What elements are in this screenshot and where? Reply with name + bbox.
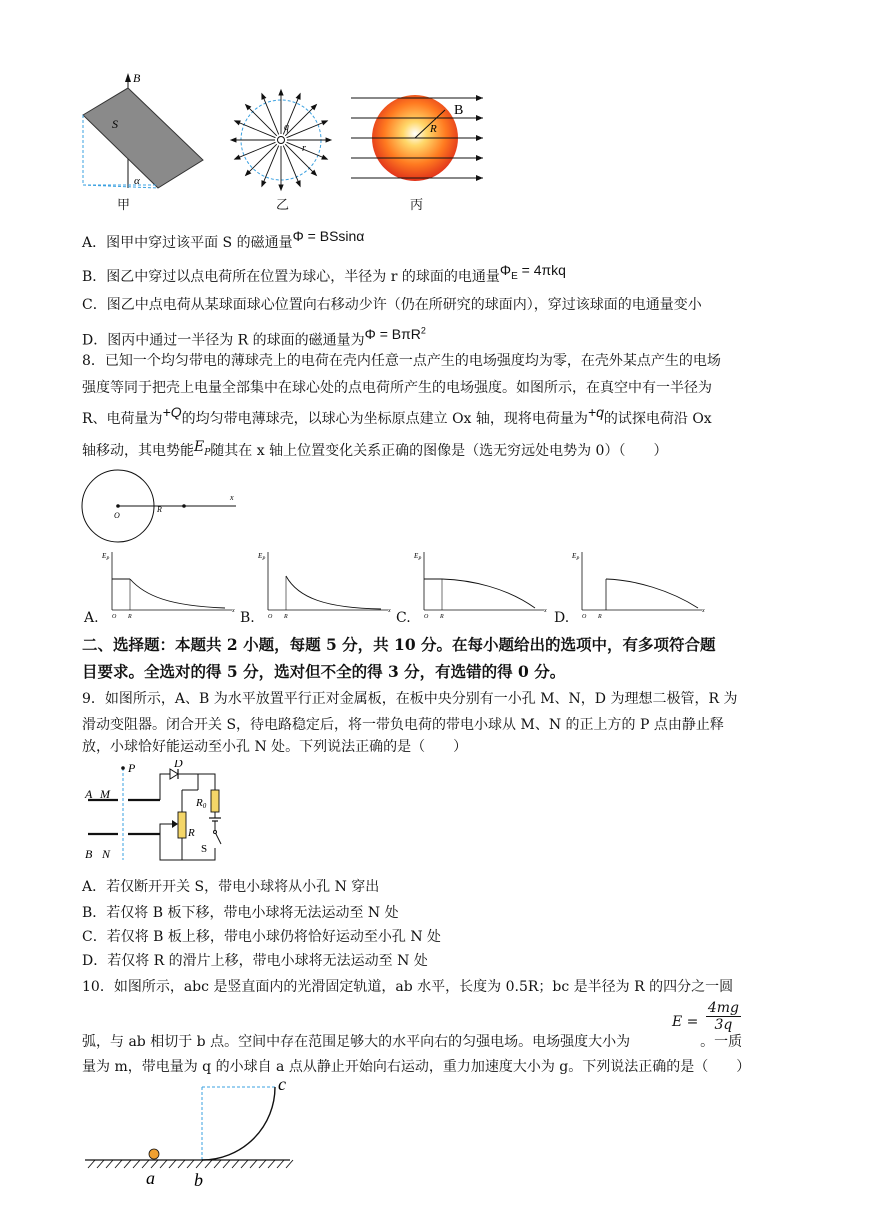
svg-text:R: R: [284, 614, 288, 620]
svg-text:M: M: [100, 787, 110, 801]
svg-text:R0: R0: [196, 797, 207, 810]
q9-line-2: 滑动变阻器。闭合开关 S，待电路稳定后，将一带负电荷的带电小球从 M、N 的正上方的 P 点由静止释: [82, 717, 724, 733]
q8-line-1: 8．已知一个均匀带电的薄球壳上的电荷在壳内任意一点产生的电场强度均为零，在壳外某点产生的电场: [82, 353, 721, 369]
svg-text:O: O: [268, 614, 273, 620]
q8-line-4: 轴移动，其电势能$E_P$随其在 x 轴上位置变化关系正确的图像是（选无穷远处电势为 0）（ ）: [82, 439, 668, 459]
q7-option-b: B．图乙中穿过以点电荷所在位置为球心，半径为 r 的球面的电通量$\Phi_E = 4\pi kq$: [82, 262, 566, 285]
figure-jia: [78, 70, 208, 195]
svg-text:O: O: [114, 511, 120, 520]
svg-text:x: x: [544, 608, 547, 614]
plane-s: [83, 88, 203, 188]
label-r: r: [302, 143, 306, 154]
q7-option-c: C．图乙中点电荷从某球面球心位置向右移动少许（仍在所研究的球面内），穿过该球面的电通量变小: [82, 297, 702, 313]
svg-text:x: x: [388, 608, 391, 614]
svg-text:b: b: [194, 1170, 203, 1190]
svg-text:x: x: [232, 608, 235, 614]
svg-text:N: N: [102, 847, 111, 861]
q9-option-d: D．若仅将 R 的滑片上移，带电小球将无法运动至 N 处: [82, 953, 428, 969]
svg-text:B: B: [85, 847, 93, 861]
q9-line-3: 放，小球恰好能运动至小孔 N 处。下列说法正确的是（ ）: [82, 739, 468, 755]
q8-graph-c: [412, 546, 552, 620]
q9-circuit-figure: [80, 760, 240, 870]
label-alpha: α: [134, 175, 140, 187]
svg-text:D: D: [174, 760, 183, 770]
q10-e-formula: E = $\frac{4mg}{3q}$: [672, 1000, 740, 1033]
caption-jia: 甲: [117, 198, 131, 213]
svg-text:EP: $E_P$: [102, 552, 110, 562]
q8-graph-b: [256, 546, 396, 620]
svg-text:c: c: [278, 1074, 286, 1094]
q9-option-c: C．若仅将 B 板上移，带电小球仍将恰好运动至小孔 N 处: [82, 929, 442, 945]
q8-option-d: D.: [554, 610, 570, 626]
q8-shell-figure: [80, 468, 250, 544]
svg-text:EP: $E_P$: [572, 552, 580, 562]
label-b: B: [133, 71, 141, 85]
caption-yi: 乙: [276, 198, 290, 213]
figure-yi: [228, 85, 338, 195]
q8-option-a: A.: [84, 610, 99, 626]
q10-line-2: 弧，与 ab 相切于 b 点。空间中存在范围足够大的水平向右的匀强电场。电场强度大小为 。一质: [82, 1034, 743, 1050]
svg-text:P: P: [128, 761, 136, 775]
q10-line-1: 10．如图所示，abc 是竖直面内的光滑固定轨道，ab 水平，长度为 0.5R；bc 是半径为 R 的四分之一圆: [82, 979, 734, 995]
section-2-heading-2: 目要求。全选对的得 5 分，选对但不全的得 3 分，有选错的得 0 分。: [82, 662, 566, 681]
svg-text:EP: $E_P$: [414, 552, 422, 562]
svg-text:O: O: [424, 614, 429, 620]
svg-text:x: x: [230, 493, 234, 502]
svg-text:EP: $E_P$: [258, 552, 266, 562]
svg-text:A: A: [85, 787, 93, 801]
q7-option-a: A．图甲中穿过该平面 S 的磁通量Φ = BSsinα: [82, 228, 365, 251]
q9-option-a: A．若仅断开开关 S，带电小球将从小孔 N 穿出: [82, 879, 380, 895]
caption-bing: 丙: [410, 198, 424, 213]
svg-text:R: R: [157, 505, 162, 514]
q8-graph-a: [100, 546, 240, 620]
q10-line-3: 量为 m，带电量为 q 的小球自 a 点从静止开始向右运动，重力加速度大小为 g。下列说法正确的是（ ）: [82, 1059, 751, 1075]
svg-text:O: O: [582, 614, 587, 620]
svg-text:a: a: [146, 1168, 155, 1188]
q8-option-c: C.: [396, 610, 411, 626]
svg-text:R: R: [598, 614, 602, 620]
q8-line-2: 强度等同于把壳上电量全部集中在球心处的点电荷所产生的电场强度。如图所示，在真空中有一半径为: [82, 380, 712, 396]
q8-graph-d: [570, 546, 710, 620]
label-r: R: [430, 123, 437, 135]
q7-option-d: D．图丙中通过一半径为 R 的球面的磁通量为Φ = BπR$^2$: [82, 325, 426, 349]
q8-line-3: R、电荷量为+Q的均匀带电薄球壳，以球心为坐标原点建立 Ox 轴，现将电荷量为+q的试探电荷沿 Ox: [82, 404, 712, 427]
svg-text:O: O: [112, 614, 117, 620]
label-s: S: [112, 117, 118, 131]
q9-option-b: B．若仅将 B 板下移，带电小球将无法运动至 N 处: [82, 905, 399, 921]
q8-option-b: B.: [240, 610, 255, 626]
section-2-heading-1: 二、选择题：本题共 2 小题，每题 5 分，共 10 分。在每小题给出的选项中，有多项符合题: [82, 635, 716, 654]
svg-text:R: R: [128, 614, 132, 620]
figure-bing: [348, 90, 488, 190]
svg-text:R: R: [188, 827, 195, 839]
svg-text:S: S: [201, 843, 208, 855]
label-b: B: [454, 103, 464, 118]
svg-text:x: x: [702, 608, 705, 614]
svg-text:R: R: [440, 614, 444, 620]
label-q: q: [284, 122, 289, 133]
q10-track-figure: [80, 1072, 300, 1190]
q9-line-1: 9．如图所示，A、B 为水平放置平行正对金属板，在板中央分别有一小孔 M、N，D 为理想二极管，R 为: [82, 691, 738, 707]
